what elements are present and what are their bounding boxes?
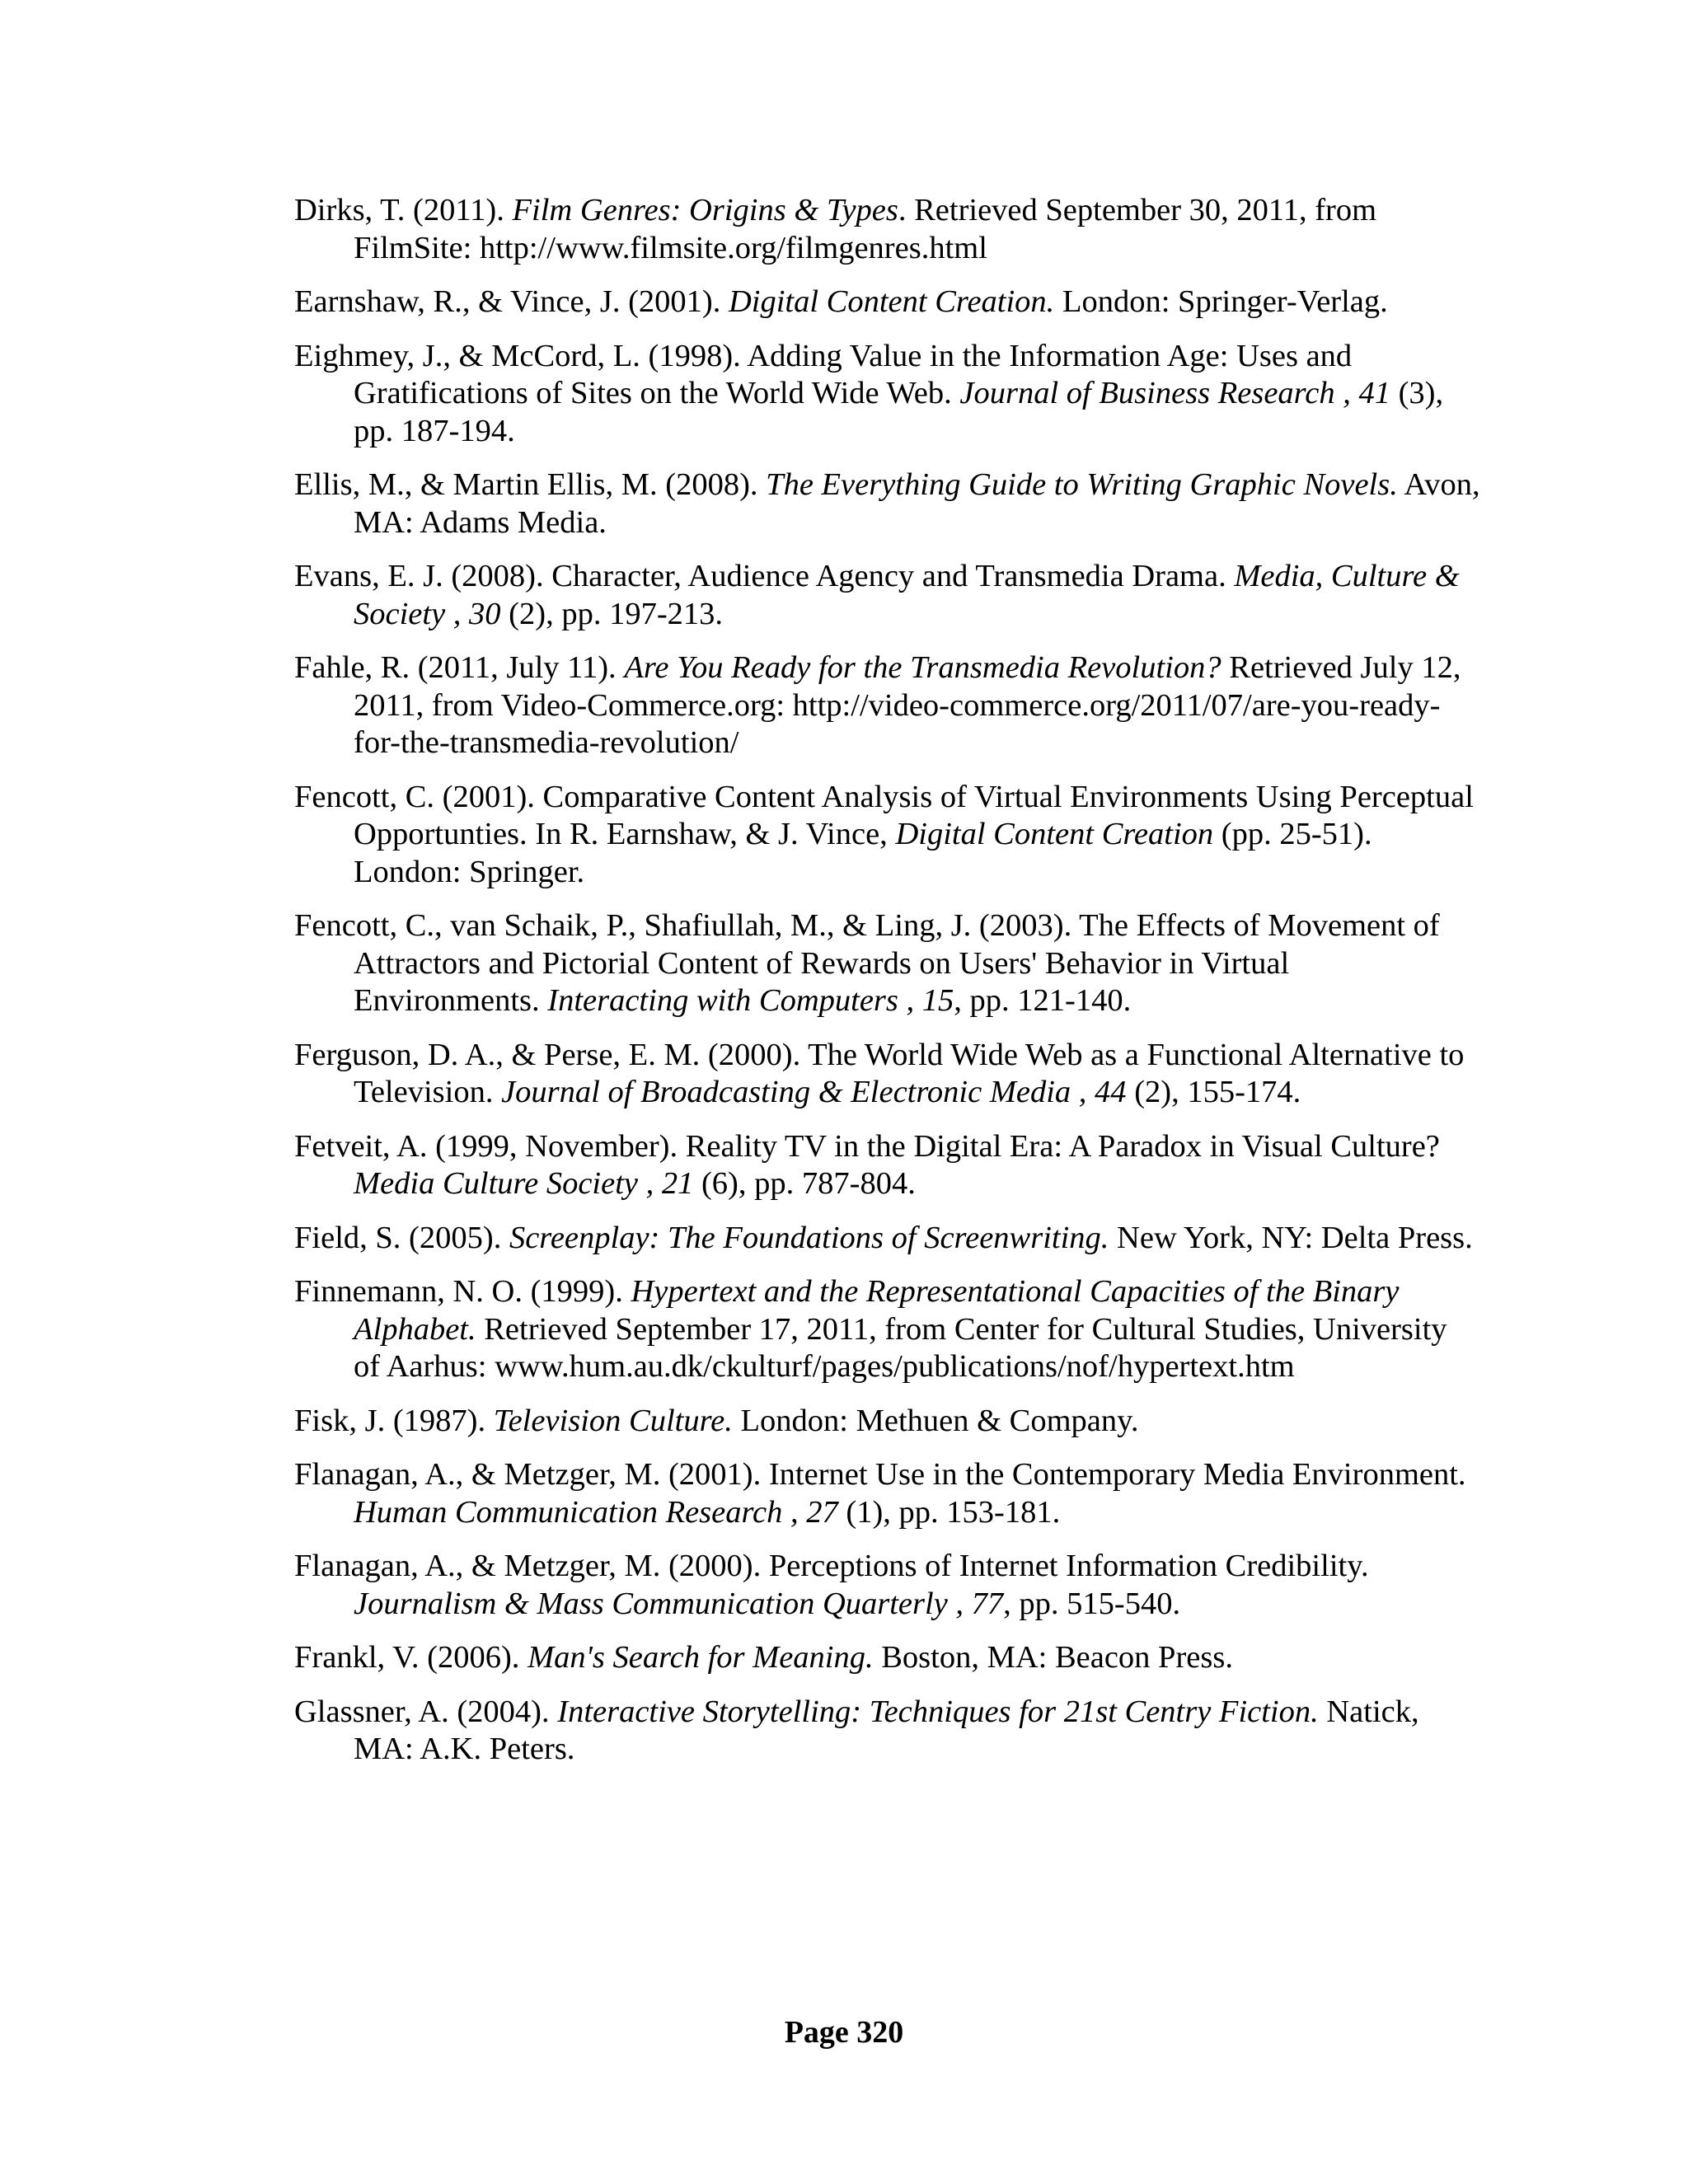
reference-text: (2), 155-174. <box>1126 1075 1301 1109</box>
reference-text: Retrieved July 12, 2011, from Video-Commerce.org: http://video-commerce.org/2011/07/are-you-ready-for-the-transmedia-revolution/ <box>354 650 1461 760</box>
reference-text: (3), pp. 187-194. <box>354 376 1444 448</box>
reference-entry <box>294 1694 1481 1769</box>
reference-title: Media, Culture & Society , 30 <box>354 559 1460 631</box>
reference-text: , pp. 515-540. <box>1003 1586 1181 1621</box>
reference-text: Fetveit, A. (1999, November). Reality TV in the Digital Era: A Paradox in Visual Culture? <box>294 1128 1440 1164</box>
reference-text: Retrieved September 17, 2011, from Center for Cultural Studies, University of Aarhus: www.hum.au.dk/ckulturf/pages/publications/nof/hypertext.htm <box>354 1311 1447 1384</box>
reference-text: , pp. 121-140. <box>954 983 1132 1018</box>
reference-entry <box>294 1273 1481 1386</box>
reference-entry <box>294 1220 1481 1258</box>
reference-entry <box>294 1639 1481 1677</box>
reference-title: Media Culture Society , 21 <box>354 1166 694 1201</box>
reference-title: The Everything Guide to Writing Graphic Novels. <box>766 467 1398 502</box>
reference-list <box>294 192 1481 1785</box>
reference-text: (pp. 25-51). London: Springer. <box>354 817 1372 889</box>
reference-text: Natick, MA: A.K. Peters. <box>354 1694 1419 1766</box>
reference-title: Man's Search for Meaning. <box>528 1640 874 1675</box>
reference-entry <box>294 1548 1481 1623</box>
reference-text: Glassner, A. (2004). <box>294 1694 558 1729</box>
reference-text: Finnemann, N. O. (1999). <box>294 1274 631 1309</box>
reference-entry <box>294 1037 1481 1112</box>
reference-text: Boston, MA: Beacon Press. <box>873 1640 1233 1675</box>
reference-title: Television Culture. <box>493 1403 733 1438</box>
reference-title: Journal of Business Research , 41 <box>959 376 1390 410</box>
reference-text: Field, S. (2005). <box>294 1220 509 1255</box>
reference-title: Journalism & Mass Communication Quarterly , 77 <box>354 1586 1004 1621</box>
reference-title: Hypertext and the Representational Capacities of the Binary Alphabet. <box>354 1274 1400 1347</box>
reference-text: Dirks, T. (2011). <box>294 193 513 227</box>
reference-text: (1), pp. 153-181. <box>837 1494 1061 1530</box>
reference-text: Avon, MA: Adams Media. <box>354 467 1480 540</box>
reference-text: . Retrieved September 30, 2011, from FilmSite: http://www.filmsite.org/filmgenres.html <box>354 193 1377 265</box>
reference-text: Fisk, J. (1987). <box>294 1403 494 1438</box>
reference-entry <box>294 466 1481 541</box>
reference-text: Fencott, C., van Schaik, P., Shafiullah, M., & Ling, J. (2003). The Effects of Movement of Attractors and Pictorial Content of Rewards on Users' Behavior in Virtual Environments. <box>294 908 1440 1018</box>
reference-text: Flanagan, A., & Metzger, M. (2000). Perceptions of Internet Information Credibility. <box>294 1549 1369 1583</box>
reference-title: Are You Ready for the Transmedia Revolution? <box>624 650 1221 685</box>
page-number: Page 320 <box>784 2015 904 2050</box>
reference-text: London: Springer-Verlag. <box>1054 284 1388 319</box>
reference-title: Screenplay: The Foundations of Screenwriting. <box>509 1220 1109 1255</box>
reference-text: Frankl, V. (2006). <box>294 1640 528 1675</box>
reference-entry <box>294 649 1481 762</box>
reference-title: Digital Content Creation <box>895 817 1214 851</box>
reference-text: Flanagan, A., & Metzger, M. (2001). Internet Use in the Contemporary Media Environment. <box>294 1457 1466 1492</box>
reference-text: Earnshaw, R., & Vince, J. (2001). <box>294 284 729 319</box>
reference-text: Ellis, M., & Martin Ellis, M. (2008). <box>294 467 767 502</box>
reference-entry <box>294 907 1481 1020</box>
reference-title: Journal of Broadcasting & Electronic Media , 44 <box>501 1075 1127 1109</box>
reference-title: Human Communication Research , 27 <box>354 1494 838 1530</box>
reference-entry <box>294 779 1481 892</box>
reference-entry <box>294 284 1481 321</box>
reference-text: Eighmey, J., & McCord, L. (1998). Adding Value in the Information Age: Uses and Gratifications of Sites on the World Wide Web. <box>294 338 1353 410</box>
reference-text: Fahle, R. (2011, July 11). <box>294 650 625 685</box>
reference-entry <box>294 1403 1481 1441</box>
reference-text: (2), pp. 197-213. <box>500 596 724 631</box>
reference-entry <box>294 192 1481 267</box>
reference-text: Ferguson, D. A., & Perse, E. M. (2000). The World Wide Web as a Functional Alternative to Television. <box>294 1037 1465 1109</box>
reference-title: Interacting with Computers , 15 <box>547 983 954 1018</box>
reference-entry <box>294 1456 1481 1531</box>
reference-text: New York, NY: Delta Press. <box>1109 1220 1473 1255</box>
reference-entry <box>294 1128 1481 1203</box>
reference-title: Film Genres: Origins & Types <box>512 193 898 227</box>
reference-entry <box>294 558 1481 633</box>
reference-text: (6), pp. 787-804. <box>693 1166 916 1201</box>
reference-text: London: Methuen & Company. <box>732 1403 1139 1438</box>
reference-title: Interactive Storytelling: Techniques for 21st Centry Fiction. <box>557 1694 1319 1729</box>
reference-entry <box>294 338 1481 451</box>
reference-text: Evans, E. J. (2008). Character, Audience Agency and Transmedia Drama. <box>294 559 1235 593</box>
reference-text: Fencott, C. (2001). Comparative Content Analysis of Virtual Environments Using Perceptual Opportunties. In R. Earnshaw, & J. Vince, <box>294 779 1474 851</box>
reference-title: Digital Content Creation. <box>728 284 1055 319</box>
